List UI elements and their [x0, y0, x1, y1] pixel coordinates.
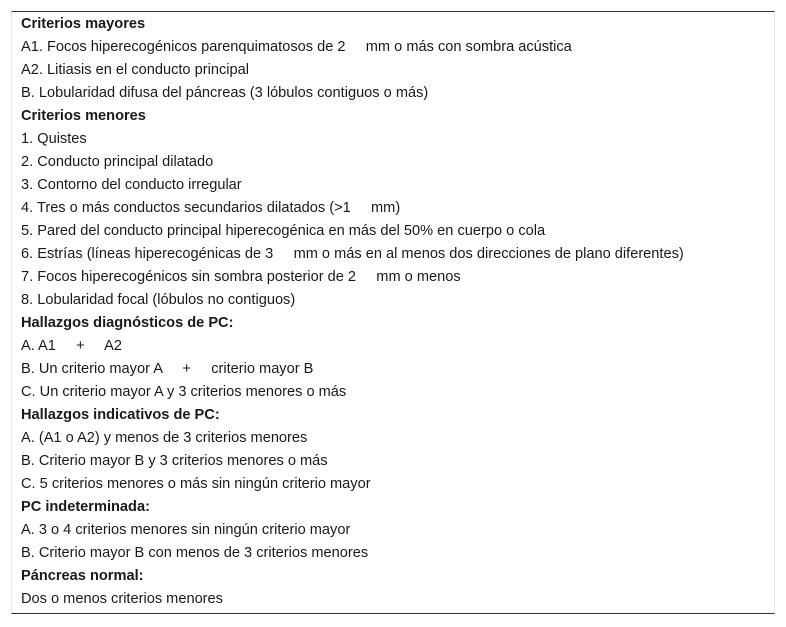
row-minor-criteria-heading: Criterios menores — [21, 108, 146, 124]
row-major-b: B. Lobularidad difusa del páncreas (3 lóbulos contiguos o más) — [21, 85, 429, 101]
row-indeterminate-b: B. Criterio mayor B con menos de 3 criterios menores — [21, 545, 369, 561]
row-indicative-b: B. Criterio mayor B y 3 criterios menores o más — [21, 453, 328, 469]
row-minor-5: 5. Pared del conducto principal hiperecogénica en más del 50% en cuerpo o cola — [21, 223, 546, 239]
row-minor-4: 4. Tres o más conductos secundarios dilatados (>1 mm) — [21, 200, 401, 216]
row-normal-heading: Páncreas normal: — [21, 568, 144, 584]
row-diagnostic-heading: Hallazgos diagnósticos de PC: — [21, 315, 234, 331]
criteria-table — [11, 11, 775, 614]
row-major-a1: A1. Focos hiperecogénicos parenquimatosos de 2 mm o más con sombra acústica — [21, 39, 572, 55]
row-indicative-c: C. 5 criterios menores o más sin ningún criterio mayor — [21, 476, 371, 492]
row-indeterminate-heading: PC indeterminada: — [21, 499, 150, 515]
row-indicative-a: A. (A1 o A2) y menos de 3 criterios menores — [21, 430, 308, 446]
row-major-criteria-heading: Criterios mayores — [21, 16, 146, 32]
row-indeterminate-a: A. 3 o 4 criterios menores sin ningún criterio mayor — [21, 522, 351, 538]
row-minor-6: 6. Estrías (líneas hiperecogénicas de 3 mm o más en al menos dos direcciones de plano diferentes) — [21, 246, 684, 262]
row-minor-7: 7. Focos hiperecogénicos sin sombra posterior de 2 mm o menos — [21, 269, 461, 285]
row-diagnostic-a: A. A1 + A2 — [21, 338, 123, 354]
row-diagnostic-c: C. Un criterio mayor A y 3 criterios menores o más — [21, 384, 347, 400]
row-normal-text: Dos o menos criterios menores — [21, 591, 223, 607]
row-indicative-heading: Hallazgos indicativos de PC: — [21, 407, 220, 423]
row-major-a2: A2. Litiasis en el conducto principal — [21, 62, 249, 78]
row-minor-2: 2. Conducto principal dilatado — [21, 154, 214, 170]
row-diagnostic-b: B. Un criterio mayor A + criterio mayor B — [21, 361, 314, 377]
row-minor-1: 1. Quistes — [21, 131, 87, 147]
row-minor-8: 8. Lobularidad focal (lóbulos no contiguos) — [21, 292, 296, 308]
row-minor-3: 3. Contorno del conducto irregular — [21, 177, 242, 193]
